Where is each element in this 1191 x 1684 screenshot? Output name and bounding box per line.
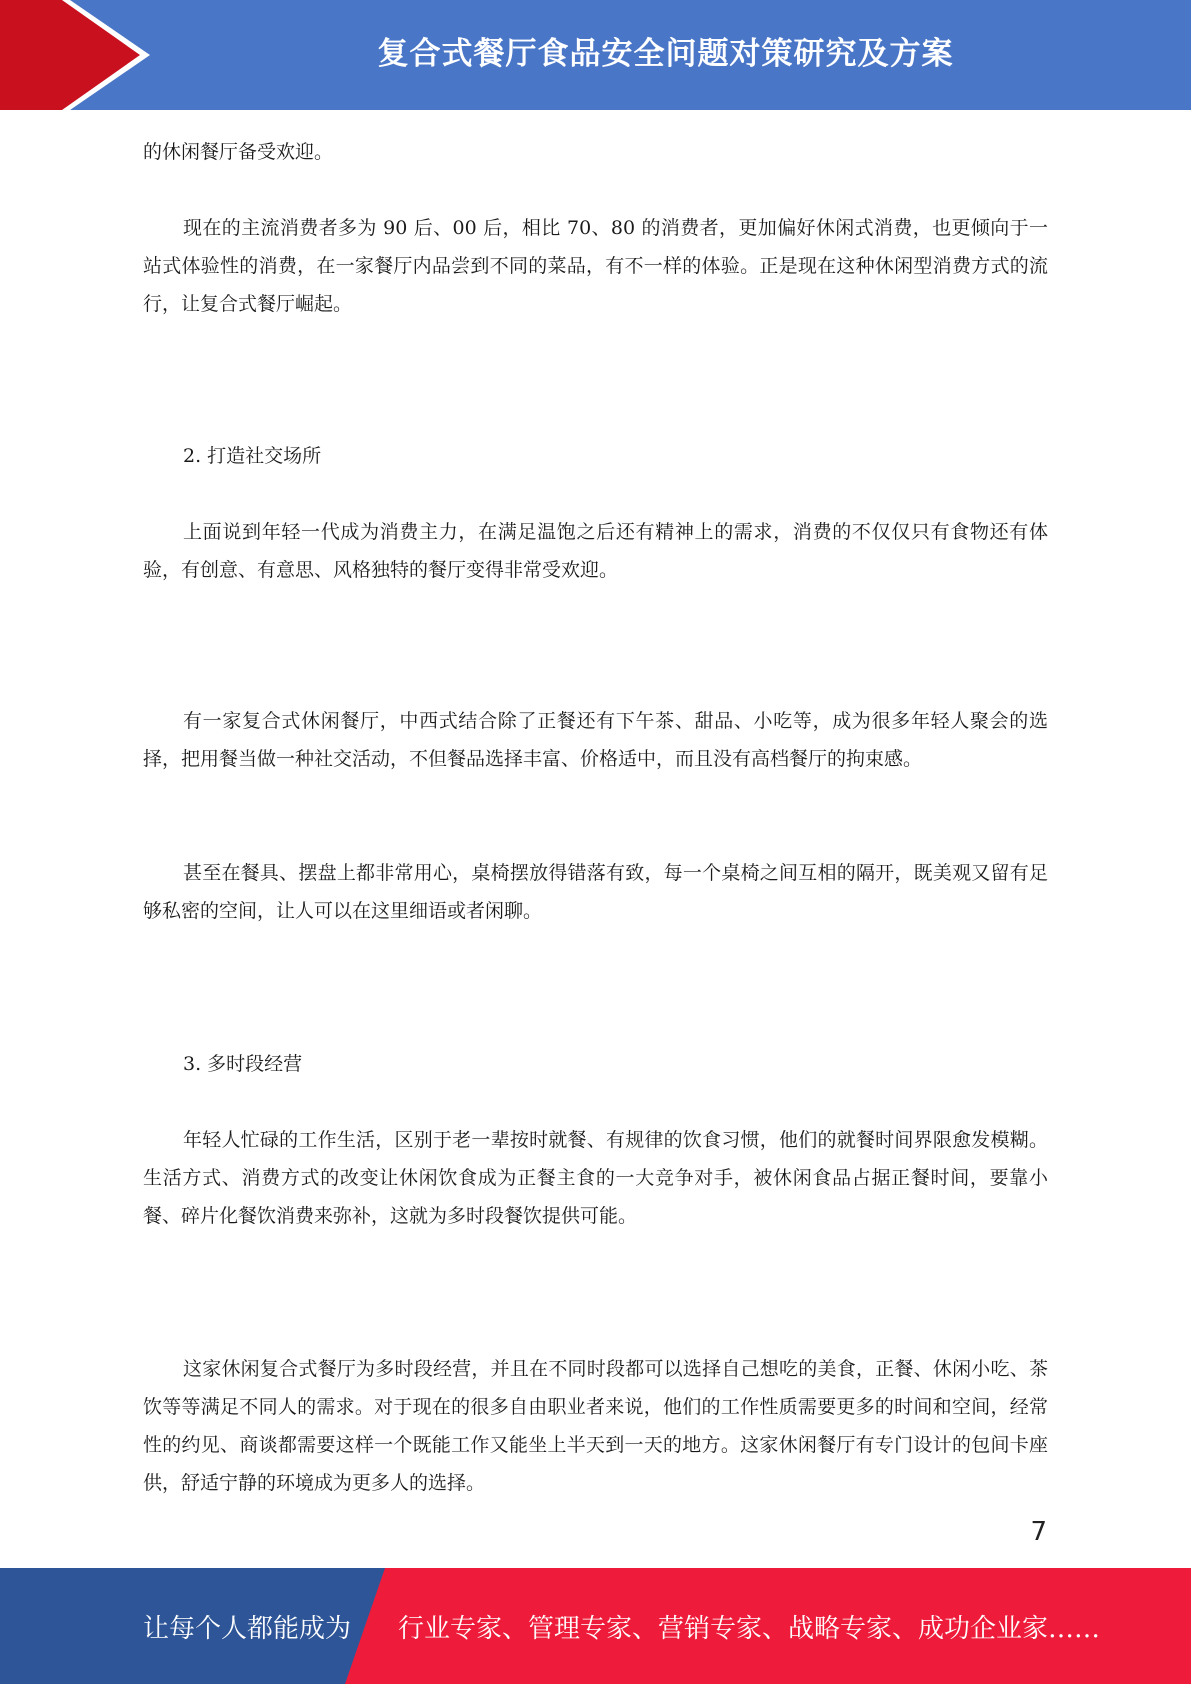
page-footer	[0, 1568, 1191, 1684]
page-header	[0, 0, 1191, 110]
paragraph: 甚至在餐具、摆盘上都非常用心，桌椅摆放得错落有致，每一个桌椅之间互相的隔开，既美观又留有足够私密的空间，让人可以在这里细语或者闲聊。	[143, 862, 1048, 922]
paragraph: 这家休闲复合式餐厅为多时段经营，并且在不同时段都可以选择自己想吃的美食，正餐、休闲小吃、茶饮等等满足不同人的需求。对于现在的很多自由职业者来说，他们的工作性质需要更多的时间和空间，经常性的约见、商谈都需要这样一个既能工作又能坐上半天到一天的地方。这家休闲餐厅有专门设计的包间卡座供，舒适宁静的环境成为更多人的选择。	[143, 1358, 1048, 1494]
section-heading-multi-period: 3. 多时段经营	[183, 1053, 303, 1075]
header-title: 复合式餐厅食品安全问题对策研究及方案	[377, 35, 954, 72]
page-number: 7	[1030, 1517, 1047, 1547]
section-heading-social: 2. 打造社交场所	[183, 445, 322, 467]
paragraph: 上面说到年轻一代成为消费主力，在满足温饱之后还有精神上的需求，消费的不仅仅只有食物还有体验，有创意、有意思、风格独特的餐厅变得非常受欢迎。	[143, 521, 1048, 581]
paragraph: 年轻人忙碌的工作生活，区别于老一辈按时就餐、有规律的饮食习惯，他们的就餐时间界限愈发模糊。生活方式、消费方式的改变让休闲饮食成为正餐主食的一大竞争对手，被休闲食品占据正餐时间，要靠小餐、碎片化餐饮消费来弥补，这就为多时段餐饮提供可能。	[143, 1129, 1048, 1227]
footer-slogan-left: 让每个人都能成为	[143, 1613, 352, 1644]
footer-slogan-right: 行业专家、管理专家、营销专家、战略专家、成功企业家……	[398, 1613, 1101, 1644]
paragraph-continuation: 的休闲餐厅备受欢迎。	[143, 141, 334, 163]
paragraph: 有一家复合式休闲餐厅，中西式结合除了正餐还有下午茶、甜品、小吃等，成为很多年轻人聚会的选择，把用餐当做一种社交活动，不但餐品选择丰富、价格适中，而且没有高档餐厅的拘束感。	[143, 710, 1048, 770]
paragraph: 现在的主流消费者多为 90 后、00 后，相比 70、80 的消费者，更加偏好休闲式消费，也更倾向于一站式体验性的消费，在一家餐厅内品尝到不同的菜品，有不一样的体验。正是现在这种休闲型消费方式的流行，让复合式餐厅崛起。	[143, 217, 1048, 315]
